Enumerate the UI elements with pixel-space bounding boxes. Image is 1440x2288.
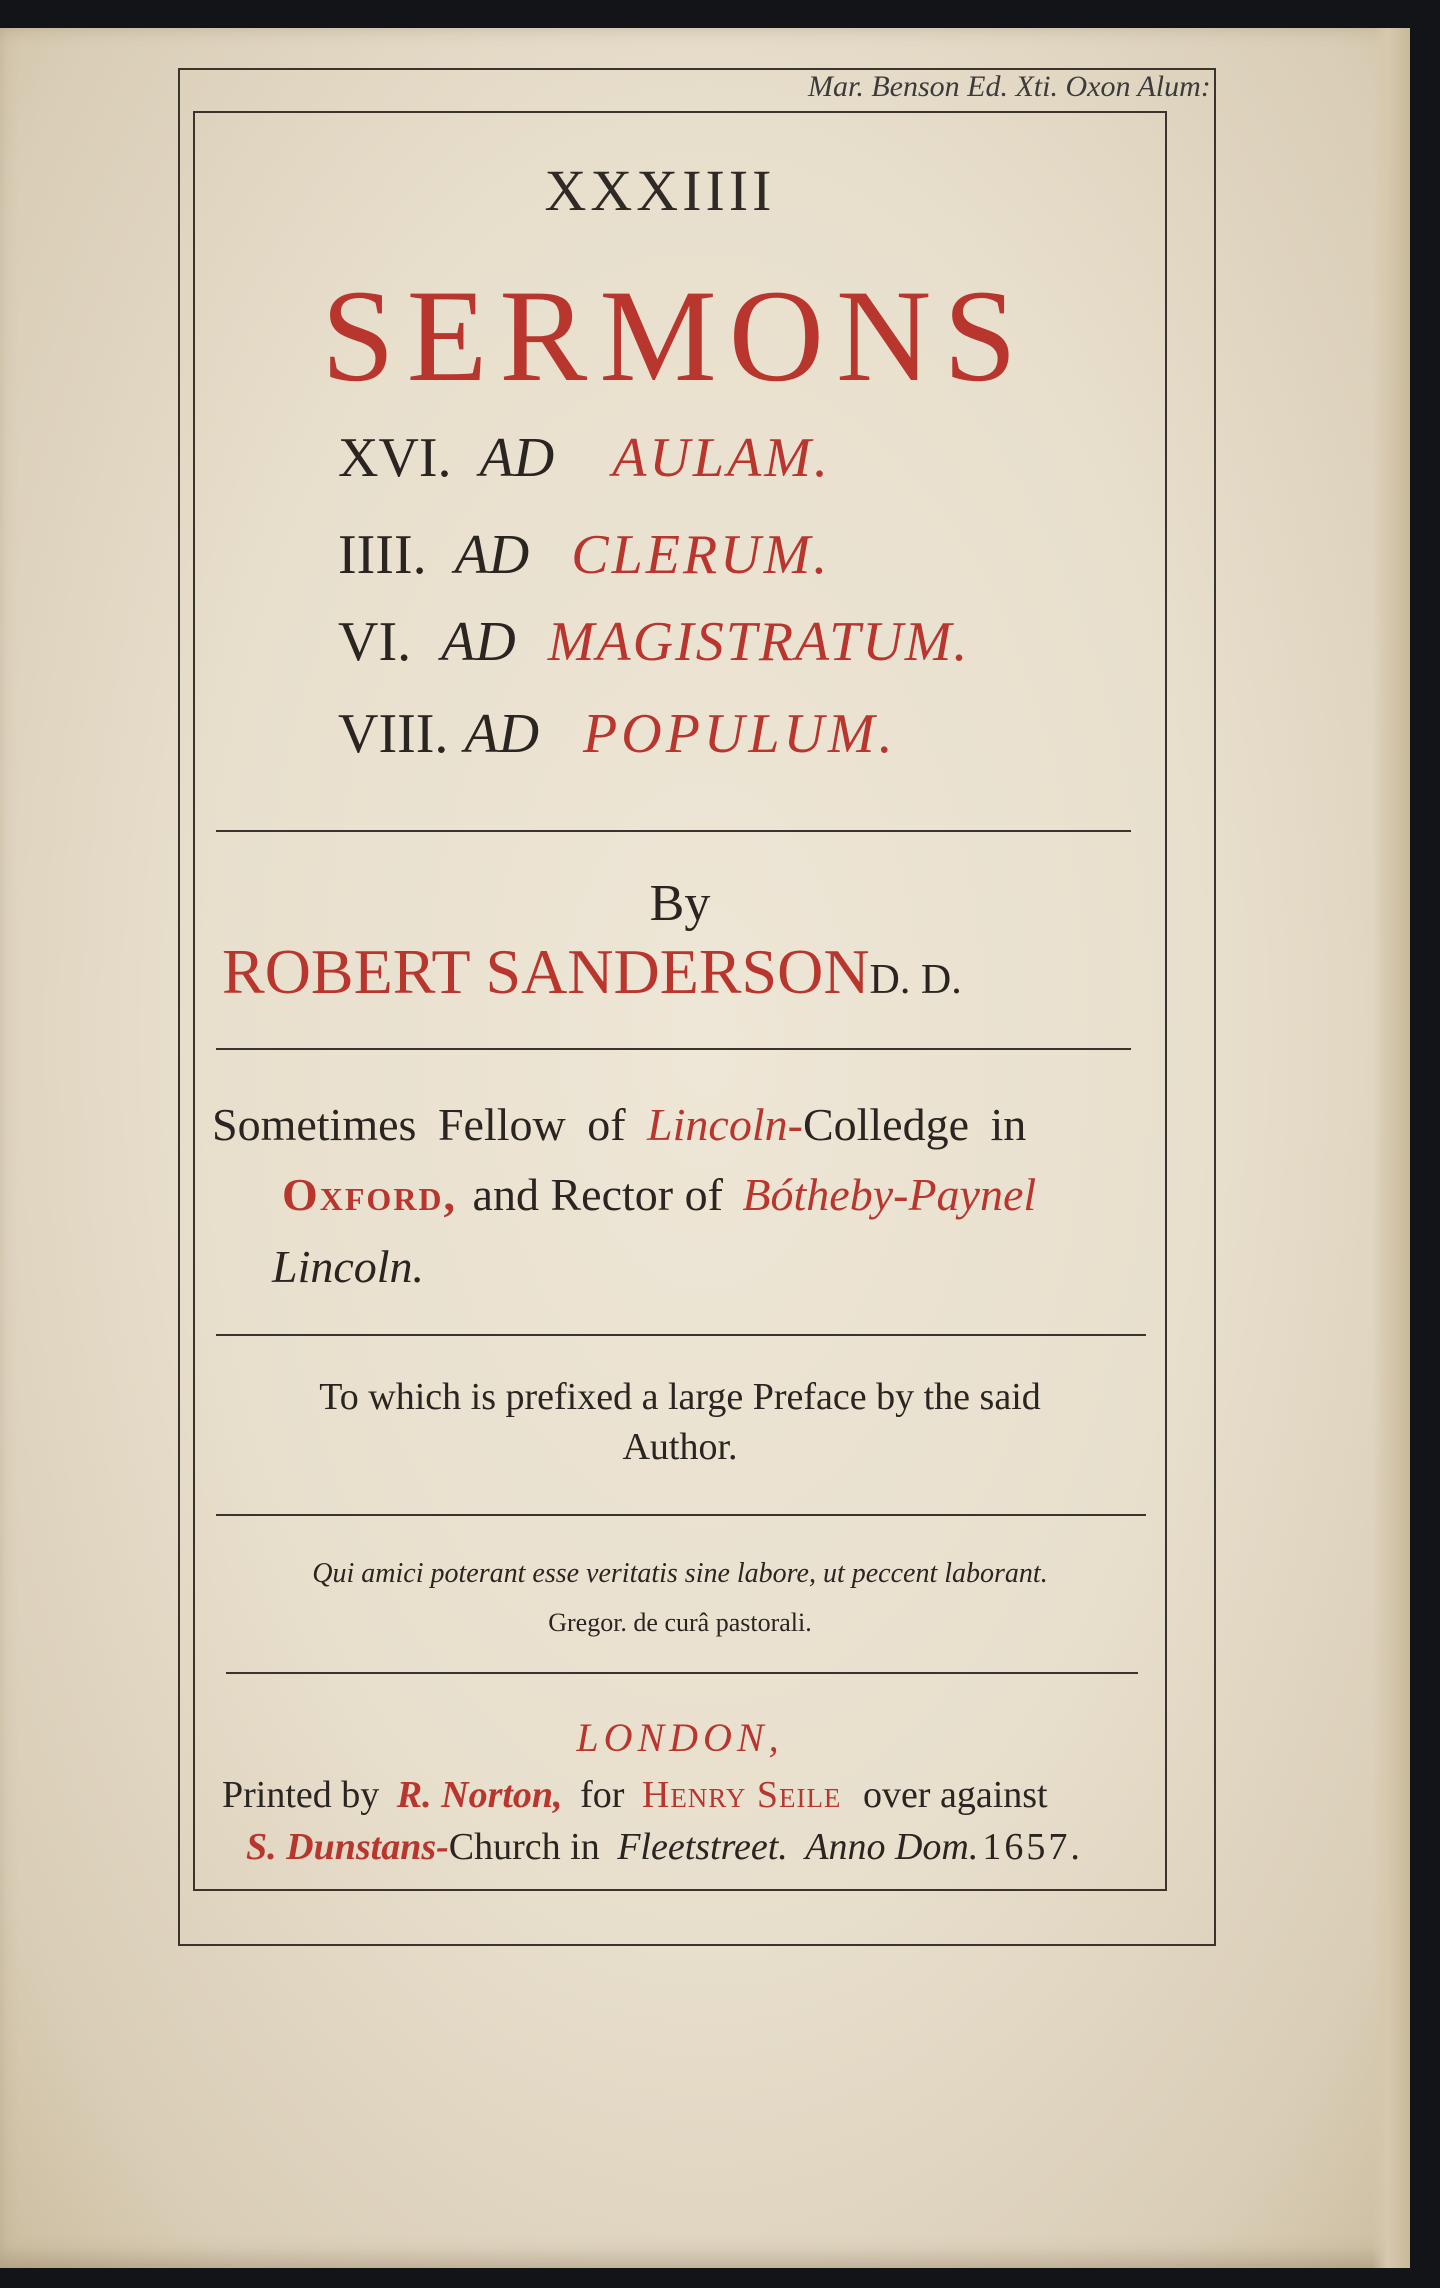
imprint-line-1: [222, 1776, 1048, 1814]
sermon-count-1: XVI.: [338, 427, 452, 489]
sermon-line-aulam: [338, 427, 831, 489]
page-title: SERMONS: [321, 262, 1029, 409]
author-name: ROBERT SANDERSON: [222, 936, 870, 1007]
epigraph-quote: Qui amici poterant esse veritatis sine labore, ut peccent laborant.: [312, 1558, 1048, 1589]
sermon-ad-4: AD: [464, 703, 540, 765]
colledge-text: Colledge in: [802, 1099, 1027, 1150]
printer-name: R. Norton,: [396, 1774, 563, 1816]
street-name: Fleetstreet.: [617, 1826, 788, 1868]
college-name: Lincoln-: [647, 1099, 803, 1150]
sermon-audience-3: MAGISTRATUM.: [547, 611, 970, 673]
for-text: for: [580, 1774, 625, 1816]
author-degree: D. D.: [869, 957, 962, 1003]
author-line: [222, 936, 962, 1007]
imprint-city: LONDON,: [576, 1715, 784, 1760]
printed-by-text: Printed by: [222, 1774, 380, 1816]
fellow-text: Sometimes Fellow of: [212, 1099, 626, 1150]
credentials-line-2: [282, 1169, 1037, 1220]
credentials-line-3: Lincoln.: [272, 1241, 425, 1292]
sermon-count-3: VI.: [338, 611, 412, 673]
sermon-audience-1: AULAM.: [612, 427, 831, 489]
sermon-audience-2: CLERUM.: [571, 524, 831, 586]
divider-1: [216, 830, 1131, 832]
preface-line-2: Author.: [622, 1426, 738, 1468]
divider-4: [216, 1514, 1146, 1516]
divider-3: [216, 1334, 1146, 1336]
sermon-line-magistratum: [338, 611, 970, 673]
sermon-line-populum: [338, 703, 897, 765]
sermon-audience-4: POPULUM.: [583, 703, 897, 765]
sermon-count: XXXIIII: [544, 158, 776, 223]
divider-2: [216, 1048, 1131, 1050]
sermon-ad-1: AD: [479, 427, 555, 489]
preface-line-1: To which is prefixed a large Preface by the said: [319, 1376, 1041, 1418]
rector-text: and Rector of: [472, 1169, 723, 1220]
sermon-line-clerum: [338, 524, 831, 586]
imprint-line-2: [246, 1828, 1083, 1866]
anno-text: Anno Dom.: [805, 1826, 979, 1868]
page-edge: [1372, 28, 1410, 2268]
church-name: S. Dunstans-: [246, 1826, 449, 1868]
over-against-text: over against: [862, 1774, 1048, 1816]
oxford-name: Oxford,: [282, 1169, 458, 1220]
handwritten-note: Mar. Benson Ed. Xti. Oxon Alum:: [808, 70, 1211, 103]
parish-name: Bótheby-Paynel: [742, 1169, 1037, 1220]
divider-5: [226, 1672, 1138, 1674]
credentials-line-1: [212, 1099, 1027, 1150]
sermon-count-4: VIII.: [338, 703, 449, 765]
publisher-name: Henry Seile: [641, 1774, 842, 1816]
epigraph-source: Gregor. de curâ pastorali.: [548, 1608, 812, 1637]
sermon-ad-2: AD: [454, 524, 530, 586]
by-label: By: [649, 875, 711, 932]
imprint-year: 1657.: [982, 1826, 1083, 1868]
church-text: Church in: [448, 1826, 600, 1868]
sermon-count-2: IIII.: [338, 524, 427, 586]
sermon-ad-3: AD: [441, 611, 516, 673]
